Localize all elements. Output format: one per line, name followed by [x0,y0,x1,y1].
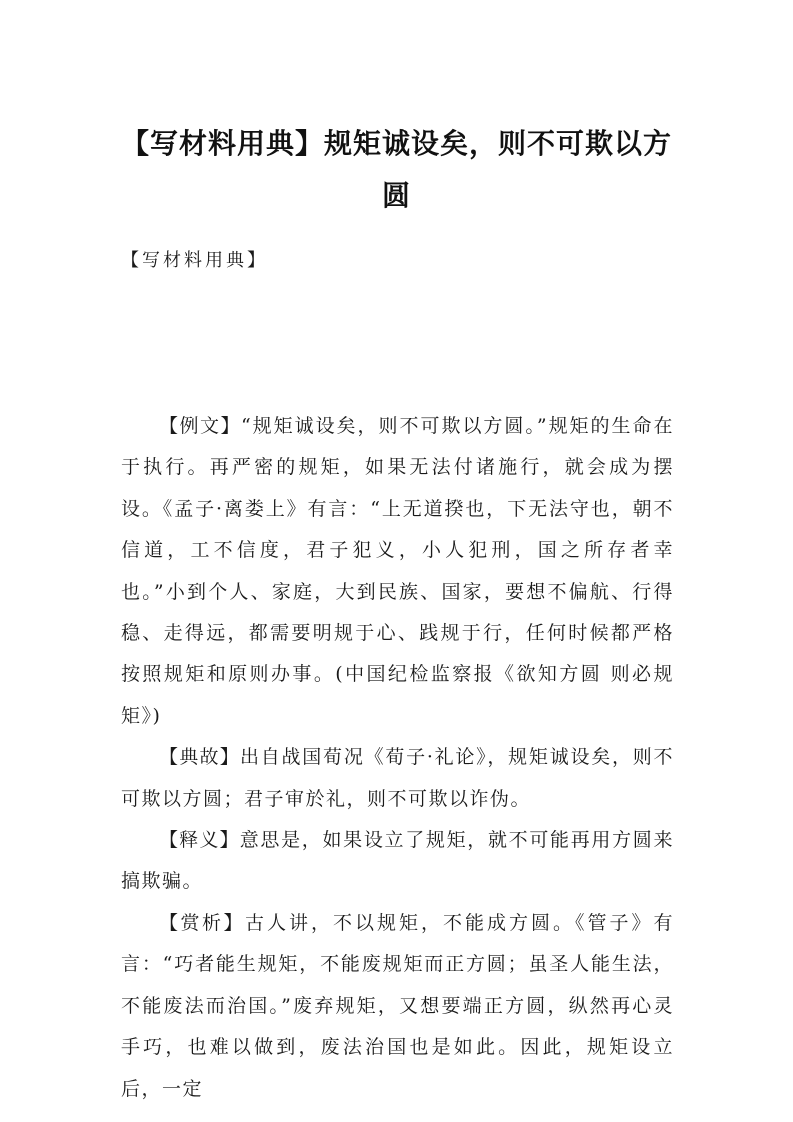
category-tag: 【写材料用典】 [121,250,268,271]
document-title [100,118,693,222]
section-text-appreciation: 古人讲，不以规矩，不能成方圆。《管子》有言：“巧者能生规矩，不能废规矩而正方圆；虽圣人能生法，不能废法而治国。”废弃规矩，又想要端正方圆，纵然再心灵手巧，也难以做到，废法治国也是如此。因此，规矩设立后，一定 [121,911,674,1100]
section-label-origin: 【典故】 [159,746,241,769]
document-body [121,406,674,1110]
section-text-origin: 出自战国荀况《荀子·礼论》，规矩诚设矣，则不可欺以方圆；君子审於礼，则不可欺以诈伪。 [121,746,674,810]
section-label-example: 【例文】 [159,415,241,437]
section-text-meaning: 意思是，如果设立了规矩，就不可能再用方圆来搞欺骗。 [121,829,674,893]
section-text-example: “规矩诚设矣，则不可欺以方圆。”规矩的生命在于执行。再严密的规矩，如果无法付诸施行，就会成为摆设。《孟子·离娄上》有言：“上无道揆也，下无法守也，朝不信道，工不信度，君子犯义，小人犯刑，国之所存者幸也。”小到个人、家庭，大到民族、国家，要想不偏航、行得稳、走得远，都需要明规于心、践规于行，任何时候都严格按照规矩和原则办事。(中国纪检监察报《欲知方圆 则必规矩》) [121,415,674,727]
paragraph-example [121,406,674,737]
paragraph-origin [121,737,674,820]
section-label-appreciation: 【赏析】 [159,911,245,934]
document-title-line-1: 【写材料用典】规矩诚设矣，则不可欺以方 [120,127,672,160]
document-title-line-2: 圆 [381,179,411,212]
paragraph-appreciation [121,903,674,1110]
paragraph-meaning [121,820,674,903]
section-label-meaning: 【释义】 [159,829,240,852]
